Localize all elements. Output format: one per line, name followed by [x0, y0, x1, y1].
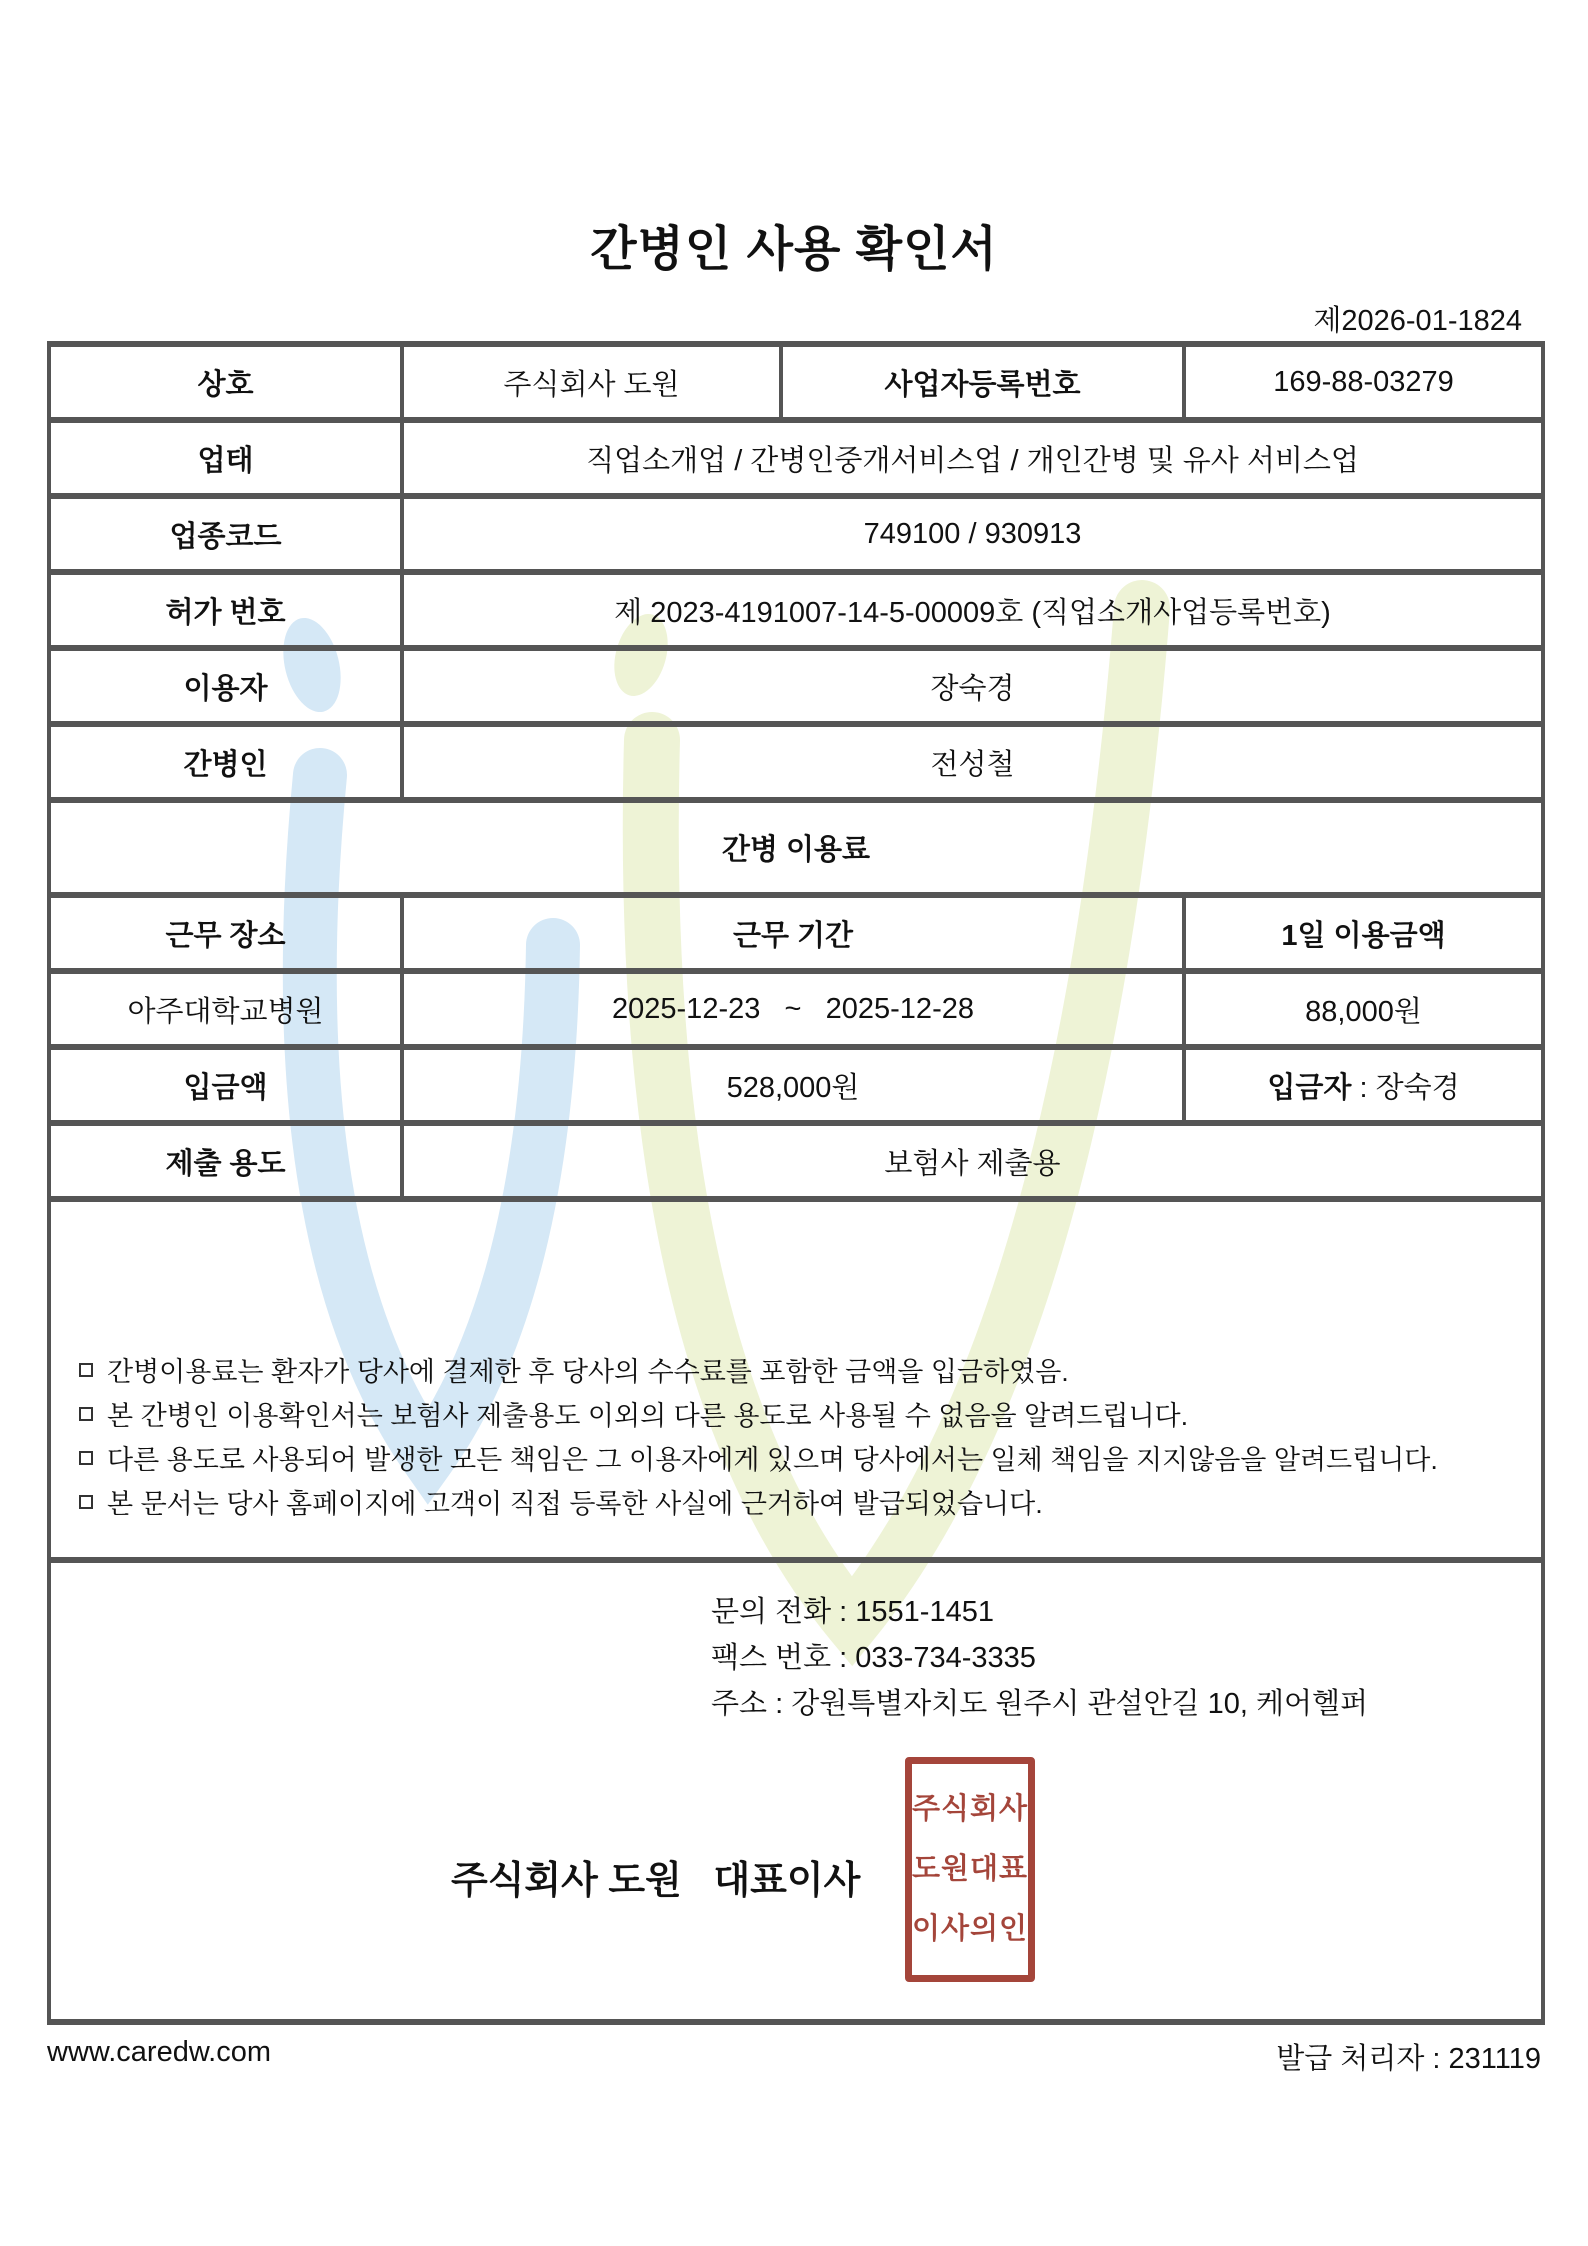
note-text: 다른 용도로 사용되어 발생한 모든 책임은 그 이용자에게 있으며 당사에서는 일체 책임을 지지않음을 알려드립니다. [107, 1444, 1438, 1475]
list-item [79, 1350, 1521, 1394]
confirmation-table [47, 341, 1545, 2025]
table-row [49, 572, 1543, 648]
industry-code-label: 업종코드 [49, 496, 402, 572]
table-row [49, 648, 1543, 724]
table-row [49, 1560, 1543, 2022]
user-value: 장숙경 [402, 648, 1543, 724]
work-place-value: 아주대학교병원 [49, 971, 402, 1047]
page-title: 간병인 사용 확인서 [590, 223, 998, 276]
fee-section-title: 간병 이용료 [49, 800, 1543, 895]
depositor-cell [1184, 1047, 1543, 1123]
table-row [49, 420, 1543, 496]
seal-text: 도원대표 [911, 1853, 1029, 1885]
table-row [49, 971, 1543, 1047]
table-row [49, 1123, 1543, 1199]
list-item [79, 1482, 1521, 1526]
notes-cell [49, 1199, 1543, 1560]
signature-cell [49, 1560, 1543, 2022]
biz-type-label: 업태 [49, 420, 402, 496]
purpose-value: 보험사 제출용 [402, 1123, 1543, 1199]
depositor-value: : 장숙경 [1351, 1071, 1460, 1104]
deposit-label: 입금액 [49, 1047, 402, 1123]
bullet-square-icon [79, 1363, 93, 1377]
contact-block [711, 1589, 1368, 1727]
deposit-value: 528,000원 [402, 1047, 1184, 1123]
list-item [79, 1438, 1521, 1482]
bullet-square-icon [79, 1451, 93, 1465]
work-period-label: 근무 기간 [402, 895, 1184, 971]
bullet-square-icon [79, 1495, 93, 1509]
company-name-label: 상호 [49, 344, 402, 420]
industry-code-value: 749100 / 930913 [402, 496, 1543, 572]
daily-amount-label: 1일 이용금액 [1184, 895, 1543, 971]
table-row [49, 1047, 1543, 1123]
biz-reg-label: 사업자등록번호 [781, 344, 1184, 420]
document-number: 제2026-01-1824 [1313, 305, 1522, 337]
caregiver-label: 간병인 [49, 724, 402, 800]
notes-list [51, 1234, 1541, 1526]
company-signature-line: 주식회사 도원 대표이사 [451, 1860, 861, 1902]
contact-fax: 팩스 번호 : 033-734-3335 [711, 1642, 1036, 1674]
contact-phone: 문의 전화 : 1551-1451 [711, 1596, 994, 1628]
work-period-value: 2025-12-23 ~ 2025-12-28 [402, 971, 1184, 1047]
website-url: www.caredw.com [47, 2036, 272, 2068]
table-row [49, 724, 1543, 800]
seal-text: 이사의인 [911, 1913, 1029, 1945]
note-text: 간병이용료는 환자가 당사에 결제한 후 당사의 수수료를 포함한 금액을 입금하였음. [107, 1356, 1069, 1387]
biz-type-value: 직업소개업 / 간병인중개서비스업 / 개인간병 및 유사 서비스업 [402, 420, 1543, 496]
note-text: 본 간병인 이용확인서는 보험사 제출용도 이외의 다른 용도로 사용될 수 없음을 알려드립니다. [107, 1400, 1189, 1431]
table-row [49, 800, 1543, 895]
permit-label: 허가 번호 [49, 572, 402, 648]
caregiver-value: 전성철 [402, 724, 1543, 800]
company-name-value: 주식회사 도원 [402, 344, 781, 420]
user-label: 이용자 [49, 648, 402, 724]
table-row [49, 344, 1543, 420]
permit-value: 제 2023-4191007-14-5-00009호 (직업소개사업등록번호) [402, 572, 1543, 648]
contact-address: 주소 : 강원특별자치도 원주시 관설안길 10, 케어헬퍼 [711, 1688, 1368, 1720]
biz-reg-value: 169-88-03279 [1184, 344, 1543, 420]
table-row [49, 895, 1543, 971]
bullet-square-icon [79, 1407, 93, 1421]
note-text: 본 문서는 당사 홈페이지에 고객이 직접 등록한 사실에 근거하여 발급되었습니다. [107, 1488, 1043, 1519]
list-item [79, 1394, 1521, 1438]
daily-amount-value: 88,000원 [1184, 971, 1543, 1047]
issuer-id: 발급 처리자 : 231119 [1276, 2043, 1541, 2075]
depositor-label: 입금자 [1267, 1071, 1352, 1104]
table-row [49, 496, 1543, 572]
corporate-seal [905, 1757, 1035, 1982]
purpose-label: 제출 용도 [49, 1123, 402, 1199]
seal-text: 주식회사 [911, 1793, 1029, 1825]
table-row [49, 1199, 1543, 1560]
work-place-label: 근무 장소 [49, 895, 402, 971]
